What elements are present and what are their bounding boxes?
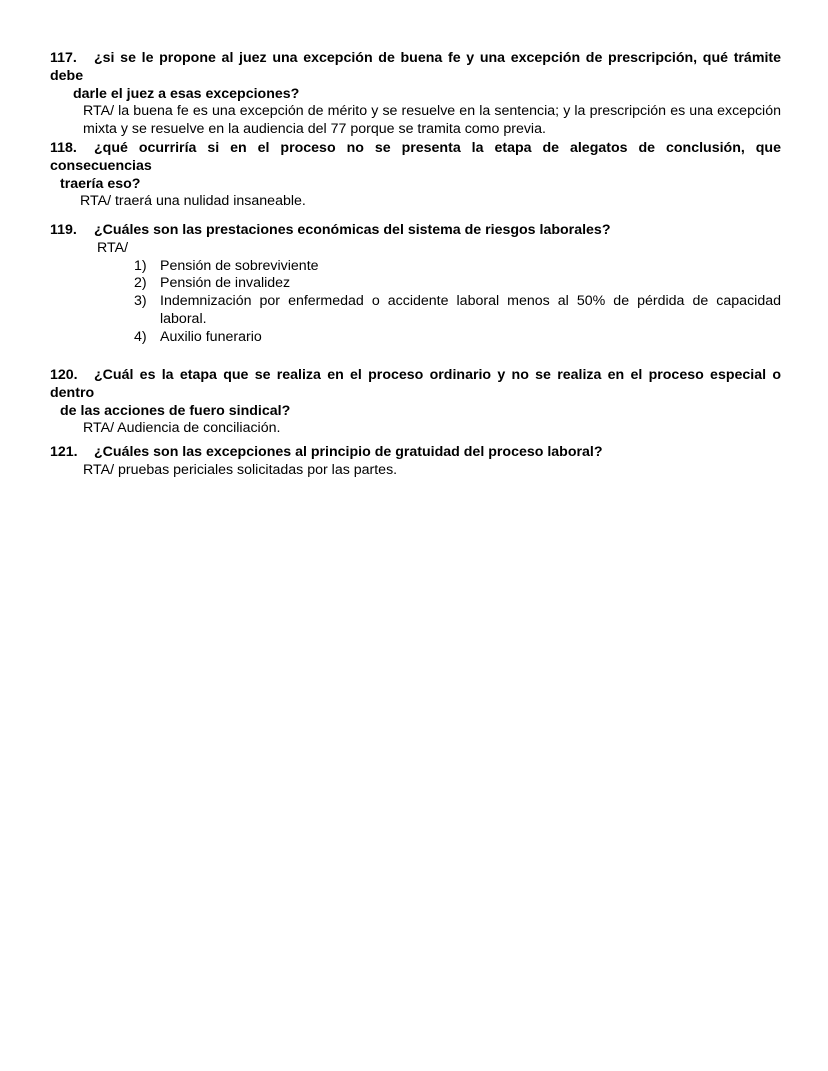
answer-text: RTA/ (97, 239, 129, 256)
question-119 (50, 222, 781, 347)
question-text: ¿Cuál es la etapa que se realiza en el proceso ordinario y no se realiza en el proceso especial o dentro (50, 367, 781, 401)
answer-text: RTA/ la buena fe es una excepción de mérito y se resuelve en la sentencia; y la prescripción es una excepción mixta y se resuelve en la audiencia del 77 porque se tramita como previa. (83, 103, 781, 138)
question-title (50, 444, 781, 462)
question-title (50, 367, 781, 403)
list-item (50, 329, 781, 347)
question-text-continued: traería eso? (60, 175, 141, 192)
question-number: 117. (50, 50, 77, 66)
list-item-text: Pensión de sobreviviente (160, 257, 319, 274)
list-item (50, 293, 781, 329)
question-number: 120. (50, 367, 78, 383)
list-item-text: Indemnización por enfermedad o accidente laboral menos al 50% de pérdida de capacidad laboral. (160, 293, 781, 327)
question-text-continued: de las acciones de fuero sindical? (60, 402, 291, 419)
question-118 (50, 140, 781, 211)
question-number: 119. (50, 222, 77, 238)
list-item (50, 275, 781, 293)
question-title (50, 140, 781, 176)
question-title (50, 222, 781, 240)
question-text: ¿qué ocurriría si en el proceso no se presenta la etapa de alegatos de conclusión, que consecuencias (50, 140, 781, 174)
question-number: 118. (50, 140, 77, 156)
question-text: ¿Cuáles son las prestaciones económicas del sistema de riesgos laborales? (94, 222, 611, 238)
question-text: ¿si se le propone al juez una excepción de buena fe y una excepción de prescripción, qué trámite debe (50, 50, 781, 84)
list-item (50, 258, 781, 276)
list-item-number: 1) (134, 257, 147, 274)
question-text-continued: darle el juez a esas excepciones? (73, 85, 300, 102)
list-item-number: 3) (134, 293, 147, 310)
answer-text: RTA/ traerá una nulidad insaneable. (80, 193, 306, 210)
answer-list (50, 258, 781, 347)
list-item-text: Pensión de invalidez (160, 275, 291, 292)
answer-text: RTA/ pruebas periciales solicitadas por las partes. (83, 461, 398, 478)
question-text: ¿Cuáles son las excepciones al principio de gratuidad del proceso laboral? (94, 444, 603, 460)
list-item-number: 4) (134, 328, 147, 345)
question-117 (50, 50, 781, 139)
list-item-text: Auxilio funerario (160, 328, 262, 345)
question-title (50, 50, 781, 86)
question-121 (50, 444, 781, 480)
question-120 (50, 367, 781, 438)
question-number: 121. (50, 444, 78, 460)
answer-text: RTA/ Audiencia de conciliación. (83, 420, 281, 437)
list-item-number: 2) (134, 275, 147, 292)
